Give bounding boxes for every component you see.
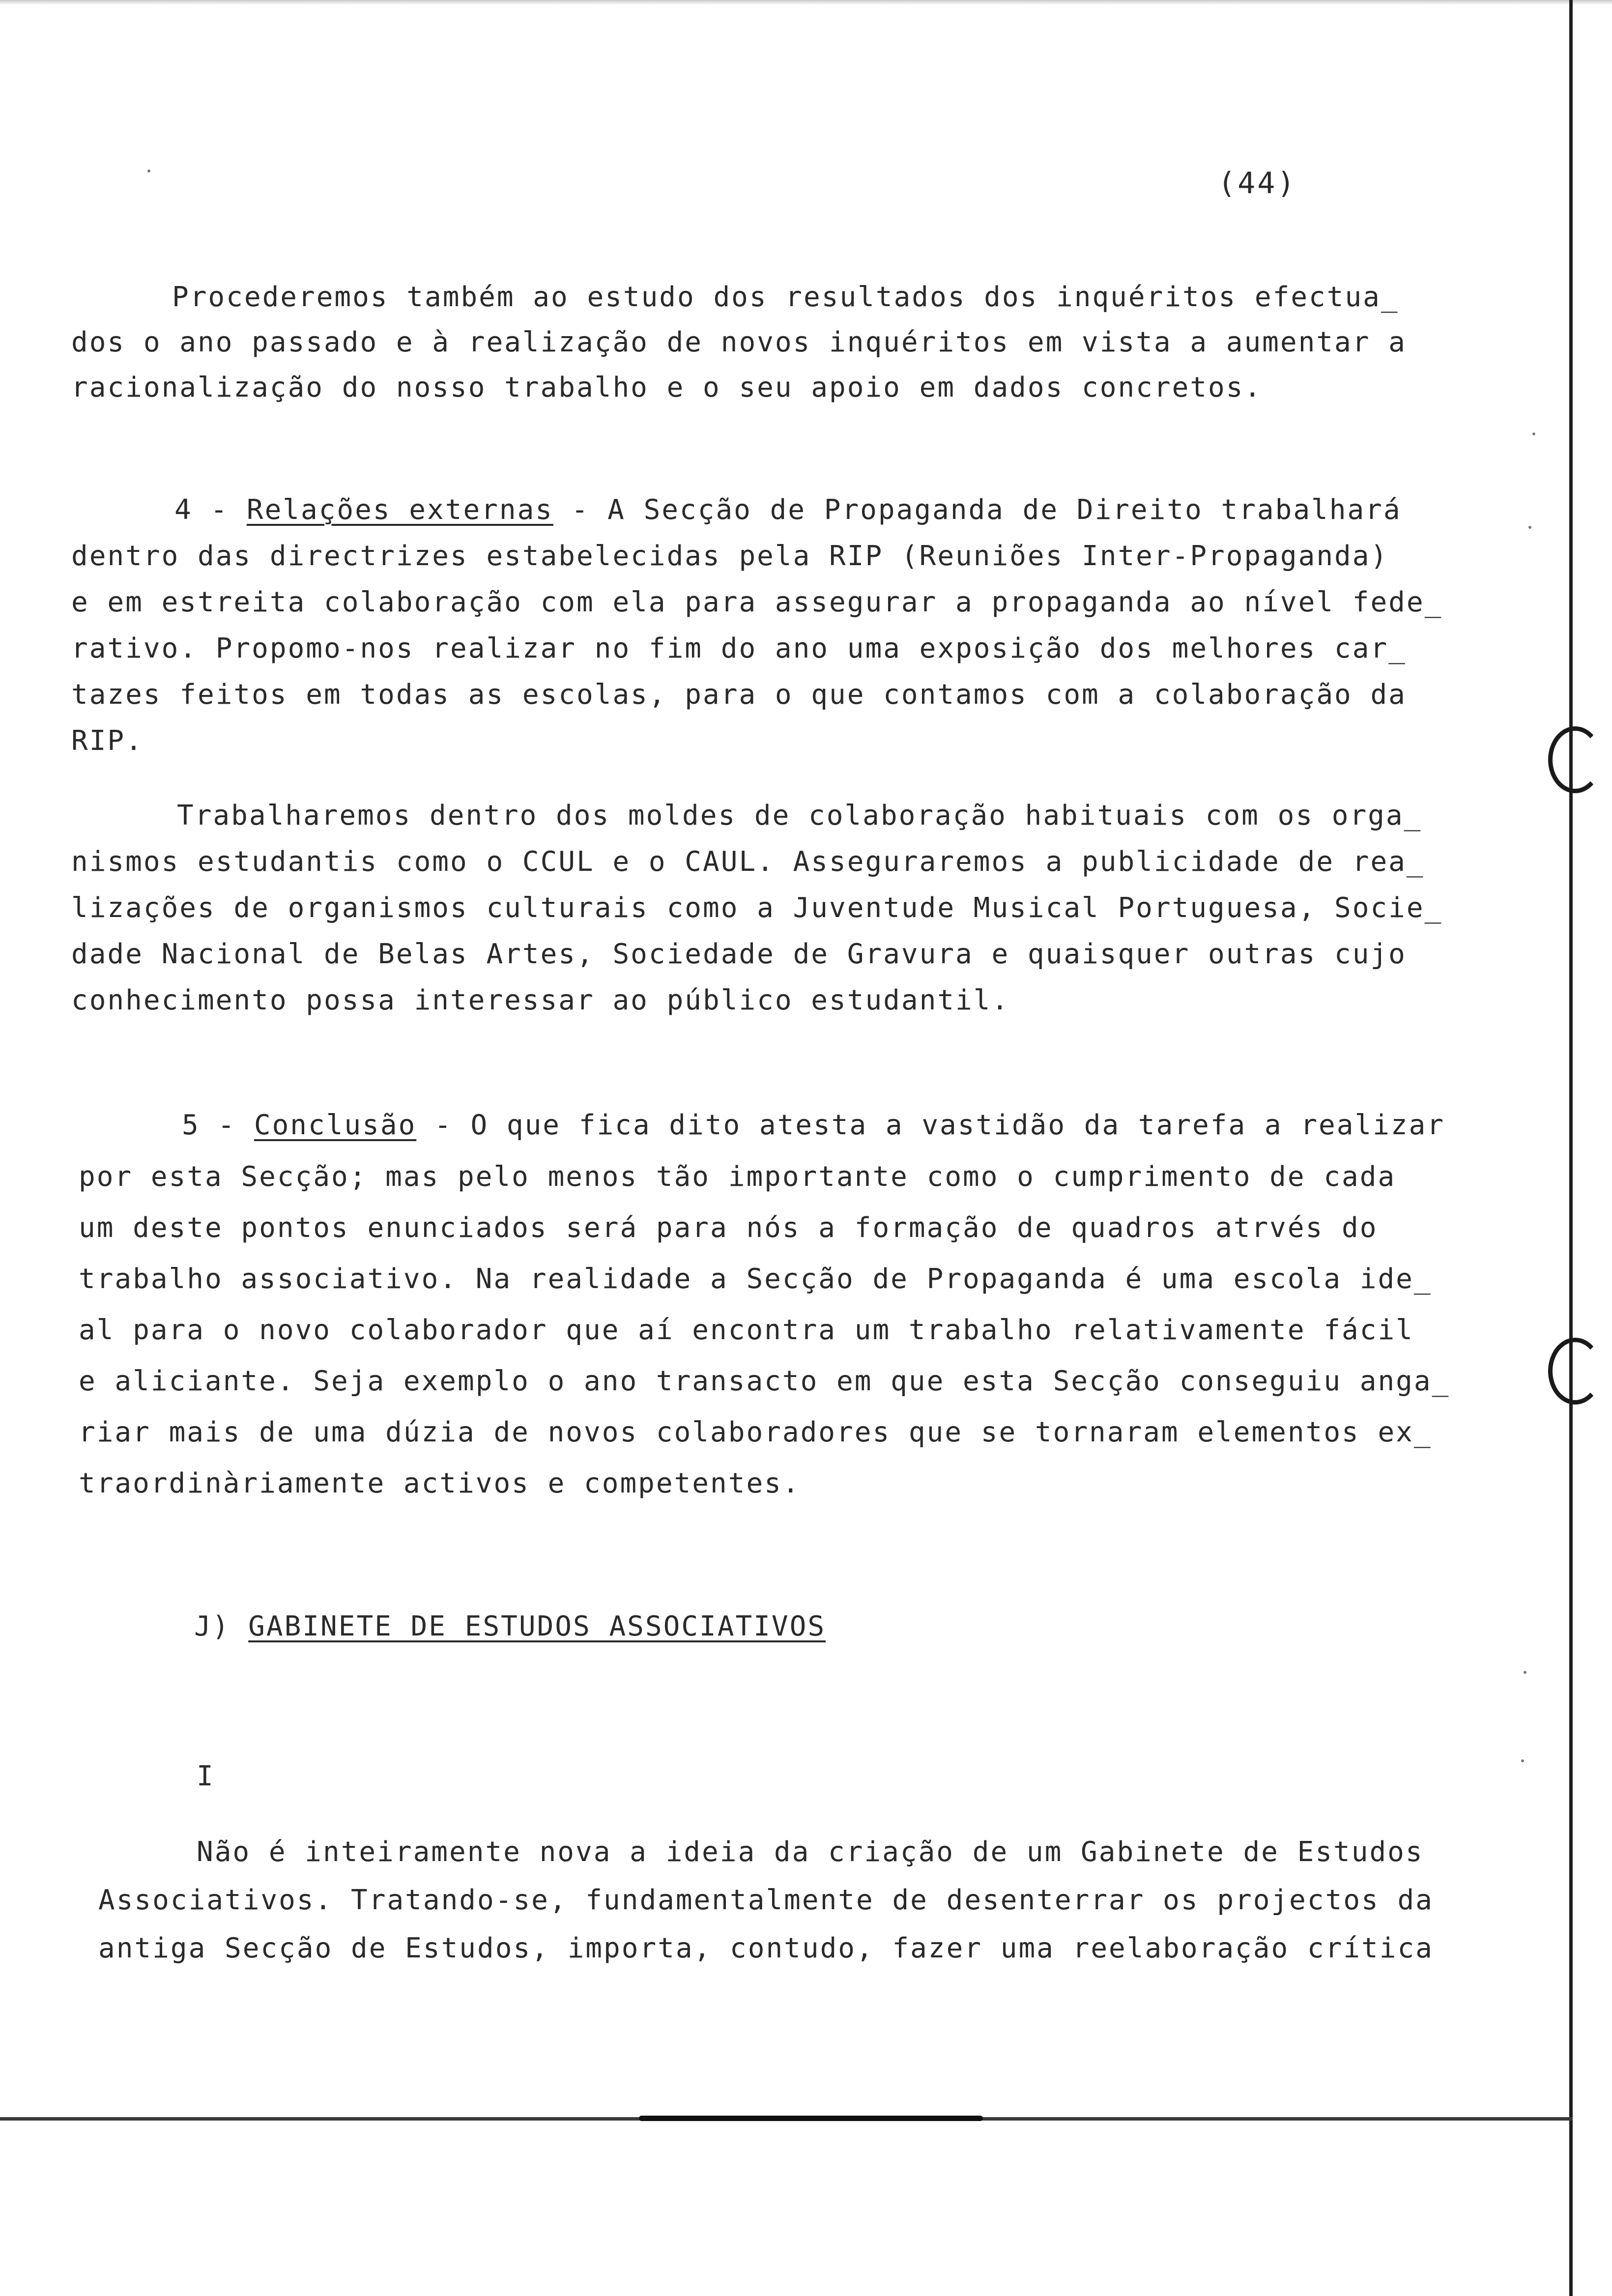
paragraph-line: trabalho associativo. Na realidade a Secção de Propaganda é uma escola ide_ <box>79 1263 1432 1295</box>
section-4-first-line <box>174 493 1402 527</box>
scan-bottom-border-dark <box>639 2116 983 2121</box>
paragraph-line: RIP. <box>71 725 144 757</box>
paragraph-line: traordinàriamente activos e competentes. <box>79 1467 801 1499</box>
paragraph-line: Não é inteiramente nova a ideia da criação de um Gabinete de Estudos <box>197 1836 1424 1868</box>
section-4-heading: Relações externas <box>246 494 554 526</box>
paragraph-line: e aliciante. Seja exemplo o ano transacto em que esta Secção conseguiu anga_ <box>79 1365 1450 1397</box>
scan-speck <box>1521 1759 1524 1762</box>
paragraph-line: Trabalharemos dentro dos moldes de colaboração habituais com os orga_ <box>177 800 1422 832</box>
scan-top-edge <box>0 0 1612 5</box>
section-j-heading-line <box>194 1609 826 1644</box>
paragraph-line: dade Nacional de Belas Artes, Sociedade de Gravura e quaisquer outras cujo <box>71 938 1407 970</box>
section-j-label: J) <box>194 1610 249 1642</box>
scan-speck <box>1524 1671 1526 1674</box>
section-5-heading: Conclusão <box>254 1109 417 1141</box>
paragraph-line: Associativos. Tratando-se, fundamentalmente de desenterrar os projectos da <box>98 1884 1434 1916</box>
paragraph-line: al para o novo colaborador que aí encontra um trabalho relativamente fácil <box>79 1314 1414 1346</box>
scan-speck <box>1528 526 1531 529</box>
paragraph-line: antiga Secção de Estudos, importa, contudo, fazer uma reelaboração crítica <box>98 1932 1434 1964</box>
paragraph-line: por esta Secção; mas pelo menos tão importante como o cumprimento de cada <box>79 1161 1396 1193</box>
section-4-first-line-text: - A Secção de Propaganda de Direito trabalhará <box>553 494 1402 526</box>
scan-speck <box>1532 432 1535 435</box>
punch-hole-upper <box>1548 726 1602 793</box>
paragraph-line: dentro das directrizes estabelecidas pela RIP (Reuniões Inter-Propaganda) <box>71 540 1389 572</box>
section-5-first-line <box>182 1108 1445 1143</box>
scan-speck <box>147 170 150 172</box>
paragraph-line: Procederemos também ao estudo dos resultados dos inquéritos efectua_ <box>172 281 1399 313</box>
paragraph-line: e em estreita colaboração com ela para assegurar a propaganda ao nível fede_ <box>71 586 1443 618</box>
paragraph-line: riar mais de uma dúzia de novos colaboradores que se tornaram elementos ex_ <box>79 1416 1432 1448</box>
paragraph-line: rativo. Propomo-nos realizar no fim do ano uma exposição dos melhores car_ <box>71 632 1407 664</box>
page-number: (44) <box>1218 166 1297 201</box>
section-5-number: 5 - <box>182 1109 254 1141</box>
paragraph-line: lizações de organismos culturais como a Juventude Musical Portuguesa, Socie_ <box>71 892 1443 924</box>
paragraph-line: dos o ano passado e à realização de novos inquéritos em vista a aumentar a <box>71 326 1407 358</box>
section-4-number: 4 - <box>174 494 247 526</box>
punch-hole-lower <box>1548 1338 1602 1405</box>
paragraph-line: um deste pontos enunciados será para nós a formação de quadros atrvés do <box>79 1212 1378 1244</box>
section-j-heading: GABINETE DE ESTUDOS ASSOCIATIVOS <box>248 1610 826 1642</box>
paragraph-line: racionalização do nosso trabalho e o seu apoio em dados concretos. <box>71 372 1263 403</box>
paragraph-line: nismos estudantis como o CCUL e o CAUL. Asseguraremos a publicidade de rea_ <box>71 846 1425 878</box>
section-5-first-line-text: - O que fica dito atesta a vastidão da tarefa a realizar <box>416 1109 1445 1141</box>
scan-right-border <box>1569 0 1573 2296</box>
paragraph-line: conhecimento possa interessar ao público estudantil. <box>71 984 1010 1016</box>
paragraph-line: tazes feitos em todas as escolas, para o que contamos com a colaboração da <box>71 679 1407 711</box>
subsection-i-label: I <box>197 1760 215 1792</box>
